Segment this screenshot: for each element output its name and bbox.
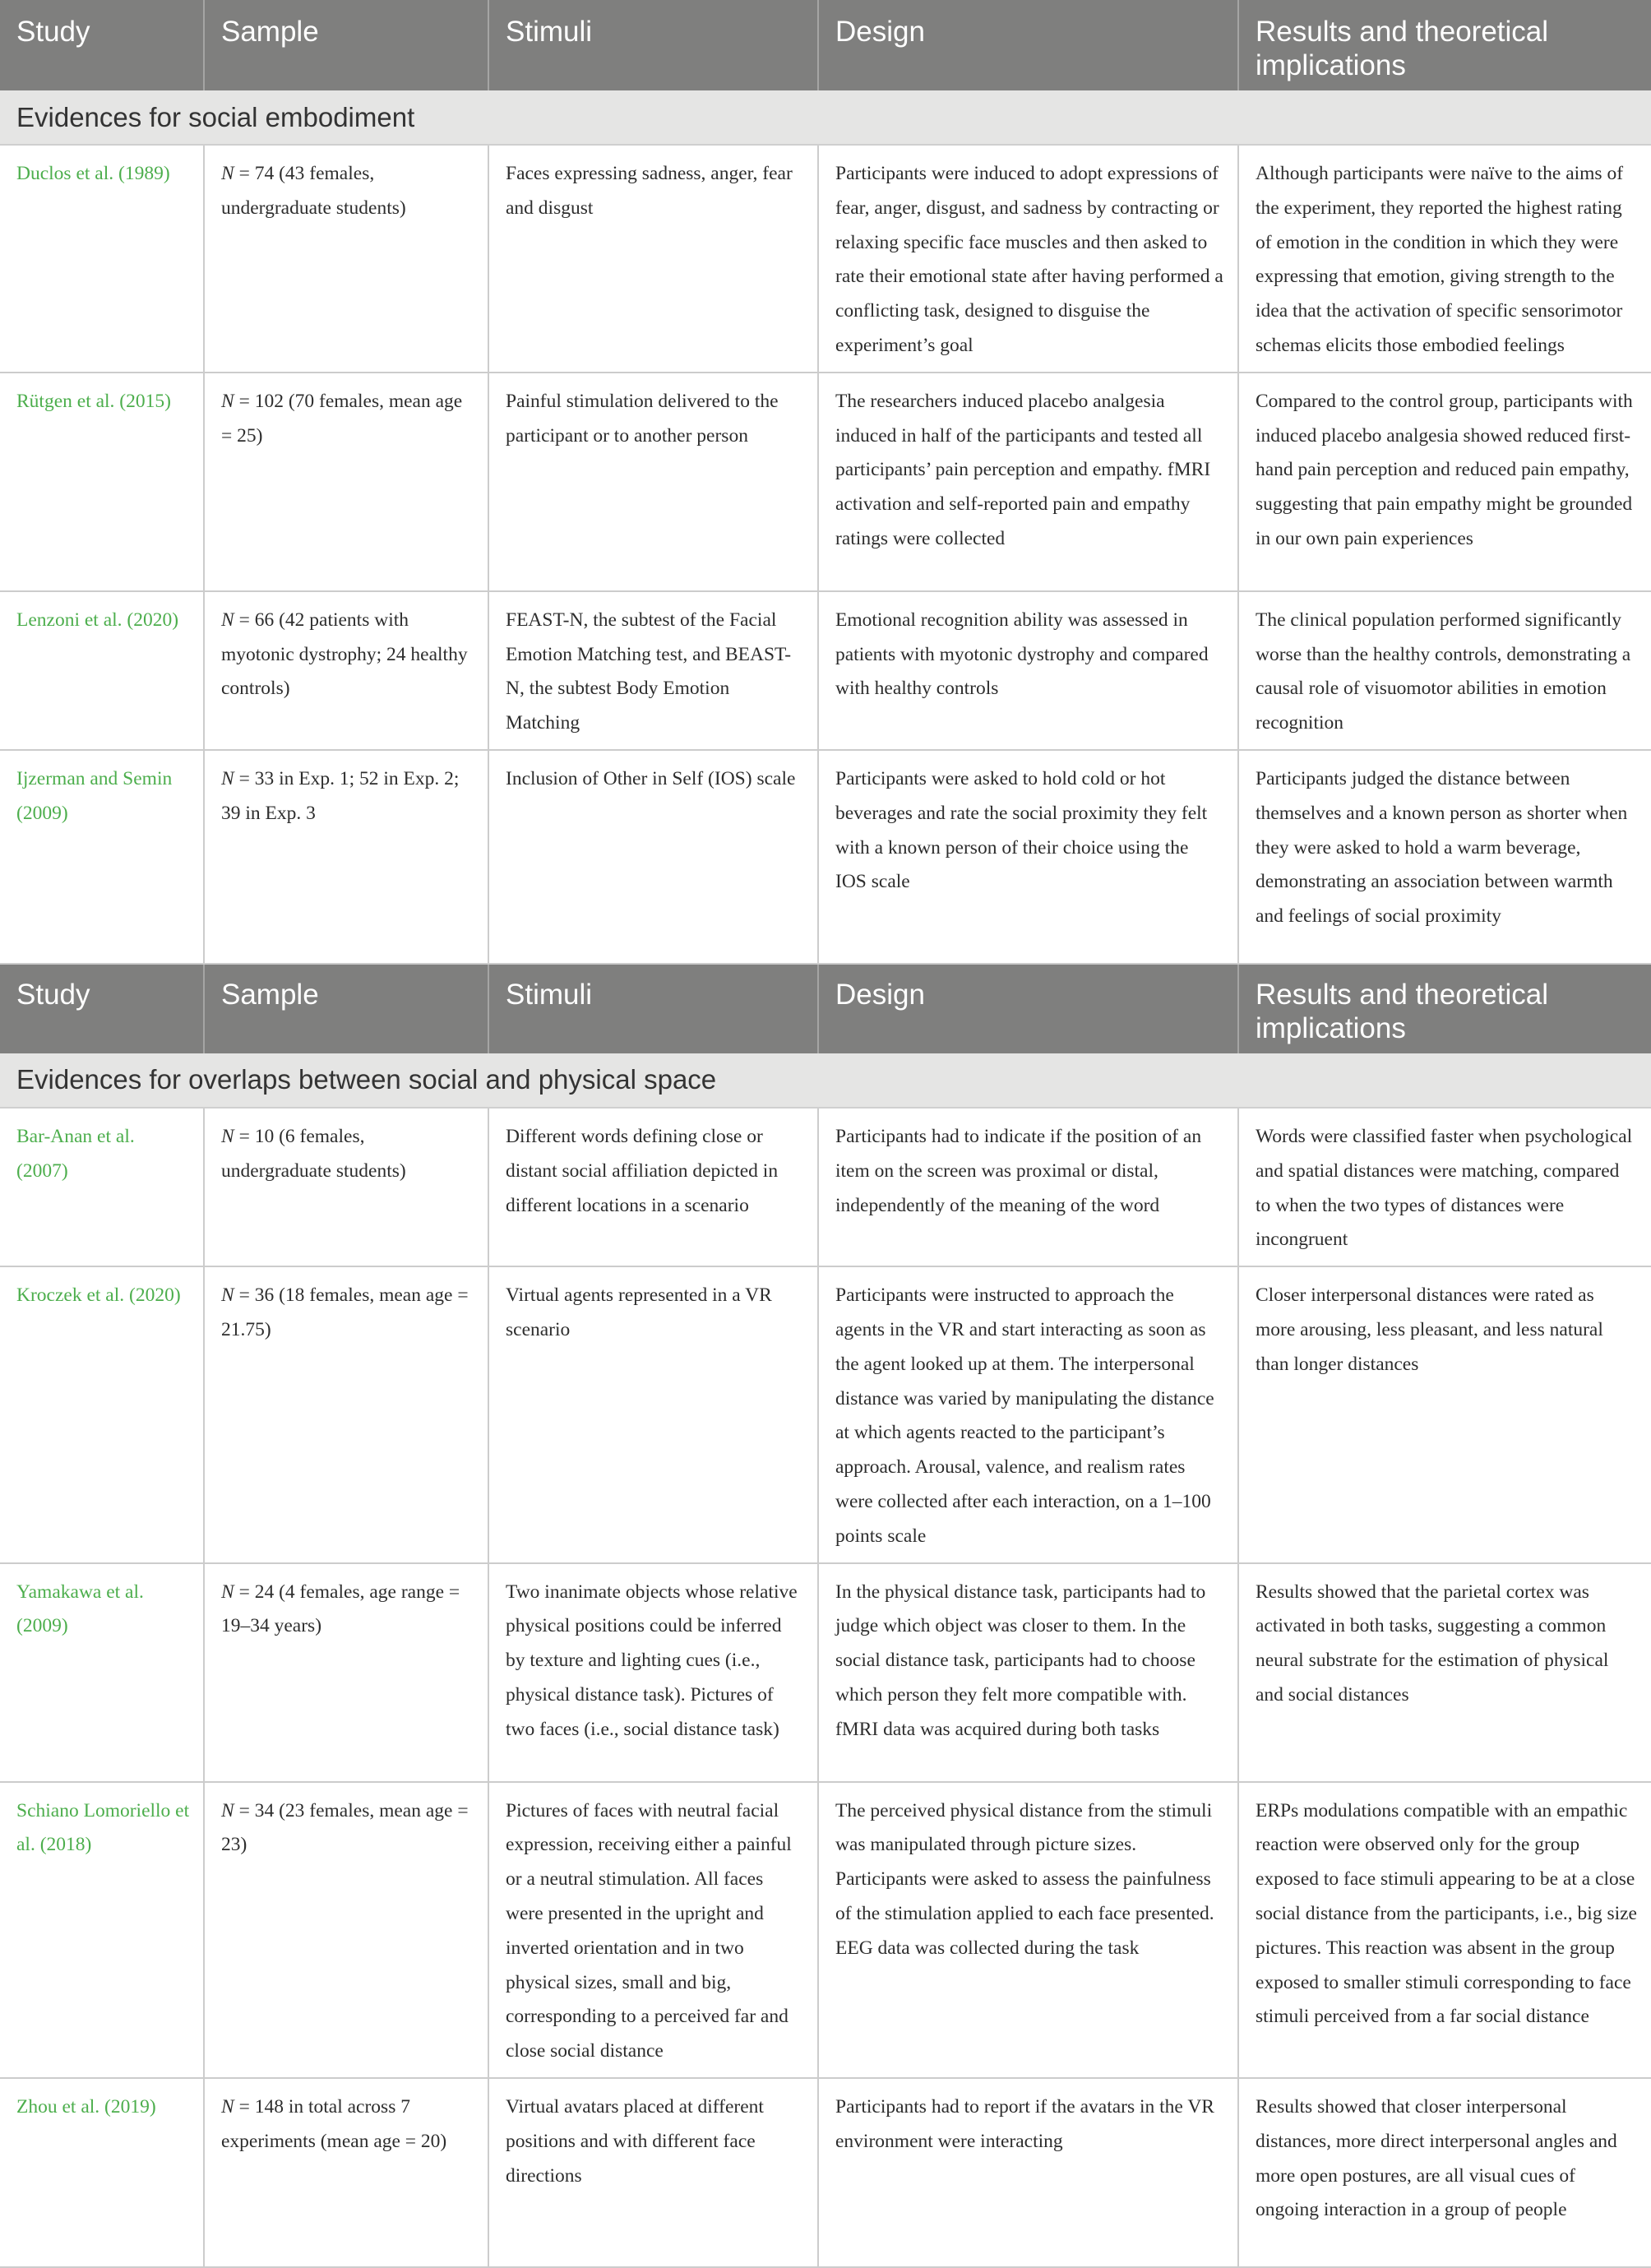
table-row (0, 1266, 1651, 1562)
design-cell: Participants were induced to adopt expressions of fear, anger, disgust, and sadness by contracting or relaxing specific face muscles and then asked to rate their emotional state after having performed a conflicting task, designed to disguise the experiment’s goal (818, 145, 1238, 373)
study-cell: Schiano Lomoriello et al. (2018) (0, 1782, 204, 2078)
sample-n: N (221, 767, 234, 789)
header-stimuli: Stimuli (488, 964, 818, 1053)
sample-n: N (221, 2095, 234, 2118)
stimuli-cell: Virtual avatars placed at different positions and with different face directions (488, 2078, 818, 2267)
sample-text: = 66 (42 patients with myotonic dystrophy; 24 healthy controls) (221, 609, 468, 700)
header-design: Design (818, 964, 1238, 1053)
design-cell: The perceived physical distance from the stimuli was manipulated through picture sizes. Participants were asked to assess the painfulness of the stimulation applied to each face presented. EEG data was collected during the task (818, 1782, 1238, 2078)
header-study: Study (0, 964, 204, 1053)
section-title: Evidences for social embodiment (0, 90, 1651, 145)
sample-n: N (221, 163, 234, 184)
sample-n: N (221, 1799, 234, 1821)
design-cell: Participants were asked to hold cold or hot beverages and rate the social proximity they felt with a known person of their choice using the IOS scale (818, 750, 1238, 964)
sample-n: N (221, 609, 234, 631)
sample-n: N (221, 1284, 234, 1307)
table-row (0, 373, 1651, 591)
stimuli-cell: Painful stimulation delivered to the participant or to another person (488, 373, 818, 591)
sample-n: N (221, 1581, 234, 1603)
sample-cell (204, 591, 488, 750)
sample-cell (204, 145, 488, 373)
stimuli-cell: Inclusion of Other in Self (IOS) scale (488, 750, 818, 964)
study-cell: Yamakawa et al. (2009) (0, 1563, 204, 1782)
study-cell: Zhou et al. (2019) (0, 2078, 204, 2267)
stimuli-cell: Virtual agents represented in a VR scenario (488, 1266, 818, 1562)
results-cell: Results showed that closer interpersonal distances, more direct interpersonal angles and more open postures, are all visual cues of ongoing interaction in a group of people (1238, 2078, 1651, 2267)
sample-cell (204, 1108, 488, 1266)
design-cell: Participants were instructed to approach the agents in the VR and start interacting as soon as the agent looked up at them. The interpersonal distance was varied by manipulating the distance at which agents reacted to the participant’s approach. Arousal, valence, and realism rates were collected after each interaction, on a 1–100 points scale (818, 1266, 1238, 1562)
stimuli-cell: Faces expressing sadness, anger, fear and disgust (488, 145, 818, 373)
table-row (0, 591, 1651, 750)
table-row (0, 1108, 1651, 1266)
design-cell: Emotional recognition ability was assessed in patients with myotonic dystrophy and compared with healthy controls (818, 591, 1238, 750)
table-row (0, 750, 1651, 964)
design-cell: The researchers induced placebo analgesia induced in half of the participants and tested all participants’ pain perception and empathy. fMRI activation and self-reported pain and empathy ratings were collected (818, 373, 1238, 591)
sample-cell (204, 2078, 488, 2267)
sample-text: = 33 in Exp. 1; 52 in Exp. 2; 39 in Exp. 3 (221, 767, 460, 824)
header-row (0, 0, 1651, 90)
sample-cell (204, 1266, 488, 1562)
design-cell: Participants had to report if the avatars in the VR environment were interacting (818, 2078, 1238, 2267)
header-results: Results and theoretical implications (1238, 964, 1651, 1053)
sample-text: = 10 (6 females, undergraduate students) (221, 1125, 406, 1182)
sample-text: = 102 (70 females, mean age = 25) (221, 390, 463, 447)
header-study: Study (0, 0, 204, 90)
header-design: Design (818, 0, 1238, 90)
sample-text: = 34 (23 females, mean age = 23) (221, 1799, 469, 1856)
section-header (0, 90, 1651, 145)
results-cell: The clinical population performed significantly worse than the healthy controls, demonstrating a causal role of visuomotor abilities in emotion recognition (1238, 591, 1651, 750)
header-sample: Sample (204, 0, 488, 90)
header-row (0, 964, 1651, 1053)
design-cell: In the physical distance task, participants had to judge which object was closer to them. In the social distance task, participants had to choose which person they felt more compatible with. fMRI data was acquired during both tasks (818, 1563, 1238, 1782)
stimuli-cell: FEAST-N, the subtest of the Facial Emotion Matching test, and BEAST-N, the subtest Body Emotion Matching (488, 591, 818, 750)
study-cell: Kroczek et al. (2020) (0, 1266, 204, 1562)
results-cell: Closer interpersonal distances were rated as more arousing, less pleasant, and less natural than longer distances (1238, 1266, 1651, 1562)
sample-text: = 74 (43 females, undergraduate students) (221, 163, 406, 219)
results-cell: Compared to the control group, participants with induced placebo analgesia showed reduced first-hand pain perception and reduced pain empathy, suggesting that pain empathy might be grounded in our own pain experiences (1238, 373, 1651, 591)
table-row (0, 2078, 1651, 2267)
sample-cell (204, 1563, 488, 1782)
header-stimuli: Stimuli (488, 0, 818, 90)
stimuli-cell: Two inanimate objects whose relative physical positions could be inferred by texture and lighting cues (i.e., physical distance task). Pictures of two faces (i.e., social distance task) (488, 1563, 818, 1782)
table-row (0, 1563, 1651, 1782)
sample-text: = 36 (18 females, mean age = 21.75) (221, 1284, 469, 1340)
results-cell: Words were classified faster when psychological and spatial distances were matching, compared to when the two types of distances were incongruent (1238, 1108, 1651, 1266)
sample-text: = 148 in total across 7 experiments (mean age = 20) (221, 2095, 447, 2152)
sample-cell (204, 750, 488, 964)
table-row (0, 1782, 1651, 2078)
study-cell: Duclos et al. (1989) (0, 145, 204, 373)
sample-cell (204, 373, 488, 591)
sample-n: N (221, 390, 234, 412)
stimuli-cell: Different words defining close or distant social affiliation depicted in different locations in a scenario (488, 1108, 818, 1266)
section-title: Evidences for overlaps between social and physical space (0, 1053, 1651, 1108)
results-cell: ERPs modulations compatible with an empathic reaction were observed only for the group exposed to face stimuli appearing to be at a close social distance from the participants, i.e., big size pictures. This reaction was absent in the group exposed to smaller stimuli corresponding to face stimuli perceived from a far social distance (1238, 1782, 1651, 2078)
design-cell: Participants had to indicate if the position of an item on the screen was proximal or distal, independently of the meaning of the word (818, 1108, 1238, 1266)
results-cell: Although participants were naïve to the aims of the experiment, they reported the highest rating of emotion in the condition in which they were expressing that emotion, giving strength to the idea that the activation of specific sensorimotor schemas elicits those embodied feelings (1238, 145, 1651, 373)
study-cell: Lenzoni et al. (2020) (0, 591, 204, 750)
study-cell: Ijzerman and Semin (2009) (0, 750, 204, 964)
header-results: Results and theoretical implications (1238, 0, 1651, 90)
sample-text: = 24 (4 females, age range = 19–34 years) (221, 1581, 460, 1637)
header-sample: Sample (204, 964, 488, 1053)
section-header (0, 1053, 1651, 1108)
sample-cell (204, 1782, 488, 2078)
results-cell: Participants judged the distance between themselves and a known person as shorter when they were asked to hold a warm beverage, demonstrating an association between warmth and feelings of social proximity (1238, 750, 1651, 964)
results-cell: Results showed that the parietal cortex was activated in both tasks, suggesting a common neural substrate for the estimation of physical and social distances (1238, 1563, 1651, 1782)
stimuli-cell: Pictures of faces with neutral facial expression, receiving either a painful or a neutral stimulation. All faces were presented in the upright and inverted orientation and in two physical sizes, small and big, corresponding to a perceived far and close social distance (488, 1782, 818, 2078)
sample-n: N (221, 1125, 234, 1147)
study-cell: Rütgen et al. (2015) (0, 373, 204, 591)
study-cell: Bar-Anan et al. (2007) (0, 1108, 204, 1266)
table-row (0, 145, 1651, 373)
